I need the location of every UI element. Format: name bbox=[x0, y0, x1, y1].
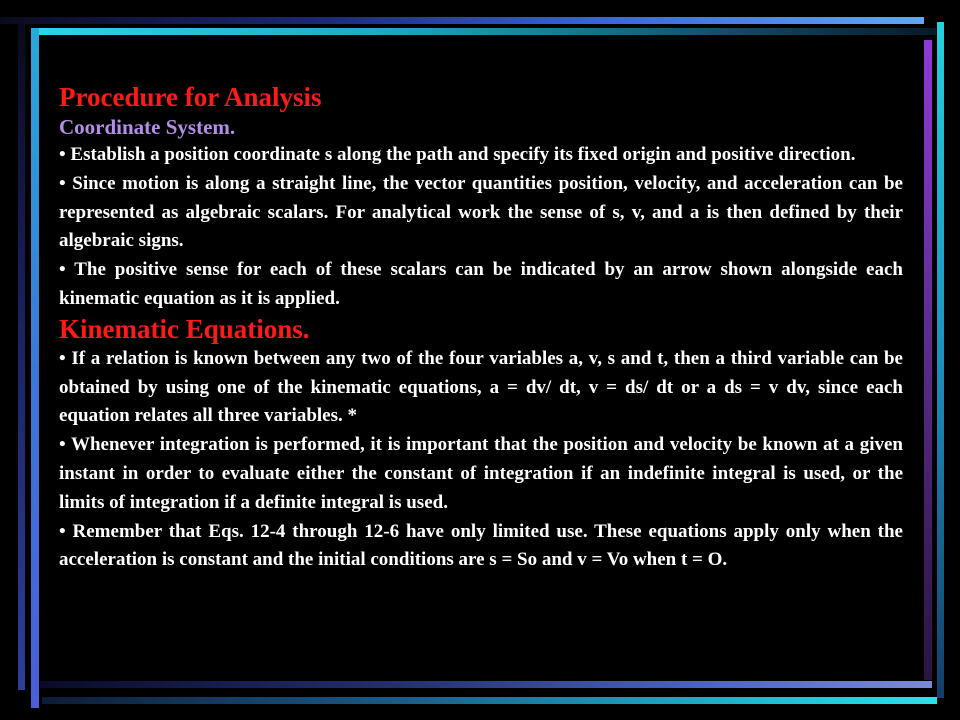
slide-title: Procedure for Analysis bbox=[59, 82, 322, 112]
bullet-coordinate-3: • The positive sense for each of these scalars can be indicated by an arrow shown alongside each kinematic equation as it is applied. bbox=[59, 259, 903, 309]
section-heading-kinematic-equations: Kinematic Equations. bbox=[59, 313, 310, 344]
frame-bar-right-inner bbox=[924, 40, 932, 680]
frame-bar-right-outer bbox=[937, 22, 944, 698]
frame-bar-top-outer bbox=[0, 17, 924, 24]
section-heading-coordinate-system: Coordinate System. bbox=[59, 115, 236, 139]
frame-bar-bottom-outer bbox=[40, 681, 932, 688]
slide-content bbox=[59, 82, 903, 575]
frame-bar-left-outer bbox=[18, 24, 25, 690]
bullet-kinematic-2: • Whenever integration is performed, it is important that the position and velocity be known at a given instant in order to evaluate either the constant of integration if an indefinite integral is used, or the limits of integration if a definite integral is used. bbox=[59, 434, 903, 513]
bullet-coordinate-1: • Establish a position coordinate s along the path and specify its fixed origin and positive direction. bbox=[59, 144, 856, 165]
frame-bar-top-inner bbox=[36, 28, 936, 35]
bullet-coordinate-2: • Since motion is along a straight line, the vector quantities position, velocity, and acceleration can be represented as algebraic scalars. For analytical work the sense of s, v, and a is then defined by their algebraic signs. bbox=[59, 172, 903, 252]
frame-bar-left-inner bbox=[31, 28, 39, 708]
bullet-kinematic-1: • If a relation is known between any two of the four variables a, v, s and t, then a third variable can be obtained by using one of the kinematic equations, a = dv/ dt, v = ds/ dt or a ds = v dv, since each equation relates all three variables. * bbox=[59, 347, 903, 427]
frame-bar-bottom-inner bbox=[42, 697, 937, 704]
bullet-kinematic-3: • Remember that Eqs. 12-4 through 12-6 have only limited use. These equations apply only when the acceleration is constant and the initial conditions are s = So and v = Vo when t = O. bbox=[59, 520, 903, 571]
